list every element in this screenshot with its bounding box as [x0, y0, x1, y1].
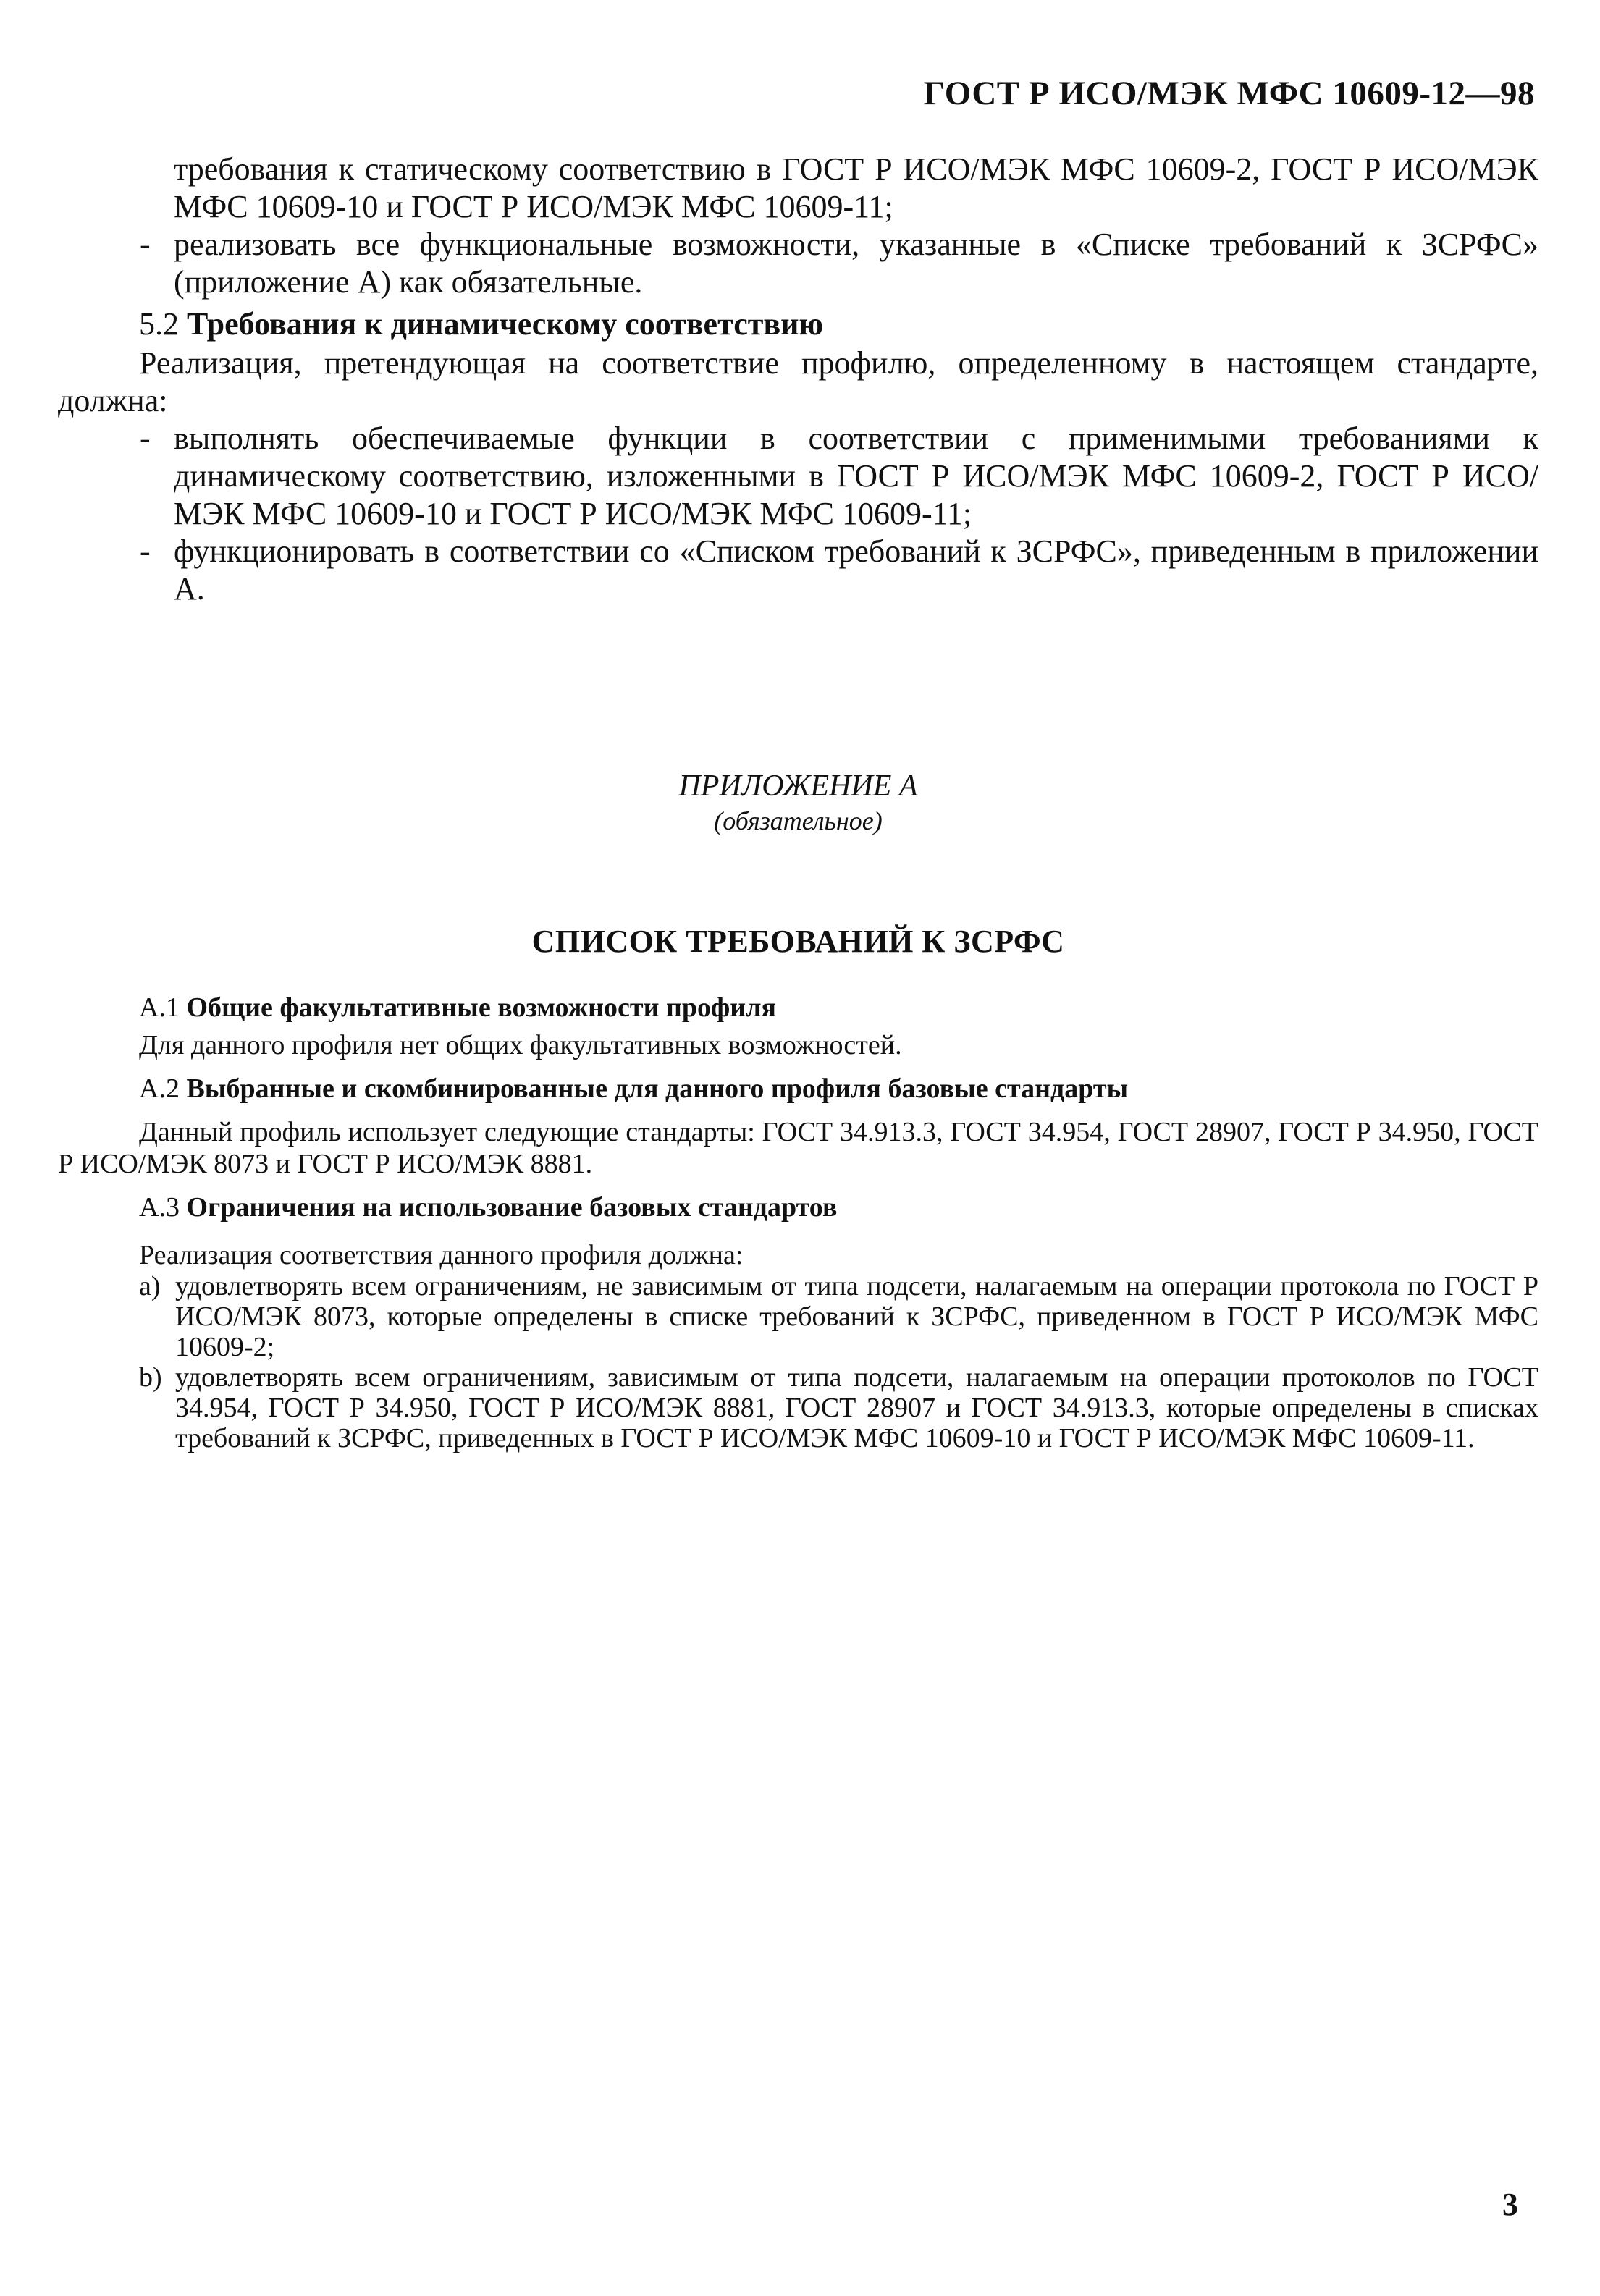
bullet-text: выполнять обеспечиваемые функции в соответствии с применимыми требованиями к динамическому соответствию, изложенными в ГОСТ Р ИСО/МЭК МФС 10609-2, ГОСТ Р ИСО/МЭК МФС 10609-10 и ГОСТ Р ИСО/МЭК МФС 10609-11; [174, 421, 1538, 531]
section-5-2-heading [58, 304, 1538, 345]
bullet-text: реализовать все функциональные возможности, указанные в «Списке требований к ЗСРФС» (приложение А) как обязательные. [174, 227, 1538, 300]
a3-intro: Реализация соответствия данного профиля должна: [139, 1240, 744, 1270]
a3-title: Ограничения на использование базовых стандартов [186, 1192, 838, 1223]
page-content [58, 151, 1538, 1453]
a2-number: А.2 [139, 1073, 180, 1104]
bullet-dash: - [140, 227, 151, 262]
section-5-2-bullet [58, 533, 1538, 608]
item-text: удовлетворять всем ограничениям, не зависимым от типа подсети, налагаемым на операции протокола по ГОСТ Р ИСО/МЭК 8073, которые определены в списке требований к ЗСРФС, приведенном в ГОСТ Р ИСО/МЭК МФС 10609-2; [175, 1271, 1538, 1362]
requirements-list-title: СПИСОК ТРЕБОВАНИЙ К ЗСРФС [531, 924, 1065, 959]
page-number: 3 [1502, 2187, 1518, 2222]
section-title: Требования к динамическому соответствию [187, 306, 824, 342]
a1-text: Для данного профиля нет общих факультативных возможностей. [139, 1030, 902, 1060]
section-5-1-continued-text: требования к статическому соответствию в ГОСТ Р ИСО/МЭК МФС 10609-2, ГОСТ Р ИСО/МЭК МФС 10609-10 и ГОСТ Р ИСО/МЭК МФС 10609-11; [174, 151, 1538, 224]
a2-heading [58, 1071, 1538, 1106]
bullet-dash: - [140, 533, 151, 569]
a1-number: А.1 [139, 992, 180, 1023]
section-5-1-bullet [58, 226, 1538, 301]
a3-list-item [58, 1271, 1538, 1362]
section-5-2-bullet [58, 420, 1538, 533]
appendix-subtitle: (обязательное) [714, 806, 883, 835]
appendix-title: ПРИЛОЖЕНИЕ А [678, 769, 918, 803]
a1-heading [58, 990, 1538, 1025]
a3-number: А.3 [139, 1192, 180, 1223]
item-label: b) [139, 1362, 162, 1393]
a3-heading [58, 1190, 1538, 1225]
bullet-text: функционировать в соответствии со «Списком требований к ЗСРФС», приведенным в приложении А. [174, 533, 1538, 607]
section-5-2-intro: Реализация, претендующая на соответствие профилю, определенному в настоящем стандарте, должна: [58, 345, 1538, 418]
a2-title: Выбранные и скомбинированные для данного профиля базовые стандарты [186, 1073, 1129, 1104]
a1-title: Общие факультативные возможности профиля [186, 992, 777, 1023]
a2-text: Данный профиль использует следующие стандарты: ГОСТ 34.913.3, ГОСТ 34.954, ГОСТ 28907, ГОСТ Р 34.950, ГОСТ Р ИСО/МЭК 8073 и ГОСТ Р ИСО/МЭК 8881. [58, 1117, 1538, 1179]
document-header: ГОСТ Р ИСО/МЭК МФС 10609-12—98 [923, 75, 1535, 112]
section-number: 5.2 [139, 306, 179, 342]
item-label: a) [139, 1271, 161, 1301]
a3-list-item [58, 1362, 1538, 1453]
item-text: удовлетворять всем ограничениям, зависимым от типа подсети, налагаемым на операции протоколов по ГОСТ 34.954, ГОСТ Р 34.950, ГОСТ Р ИСО/МЭК 8881, ГОСТ 28907 и ГОСТ 34.913.3, которые определены в списках требований к ЗСРФС, приведенных в ГОСТ Р ИСО/МЭК МФС 10609-10 и ГОСТ Р ИСО/МЭК МФС 10609-11. [175, 1362, 1538, 1453]
bullet-dash: - [140, 421, 151, 456]
